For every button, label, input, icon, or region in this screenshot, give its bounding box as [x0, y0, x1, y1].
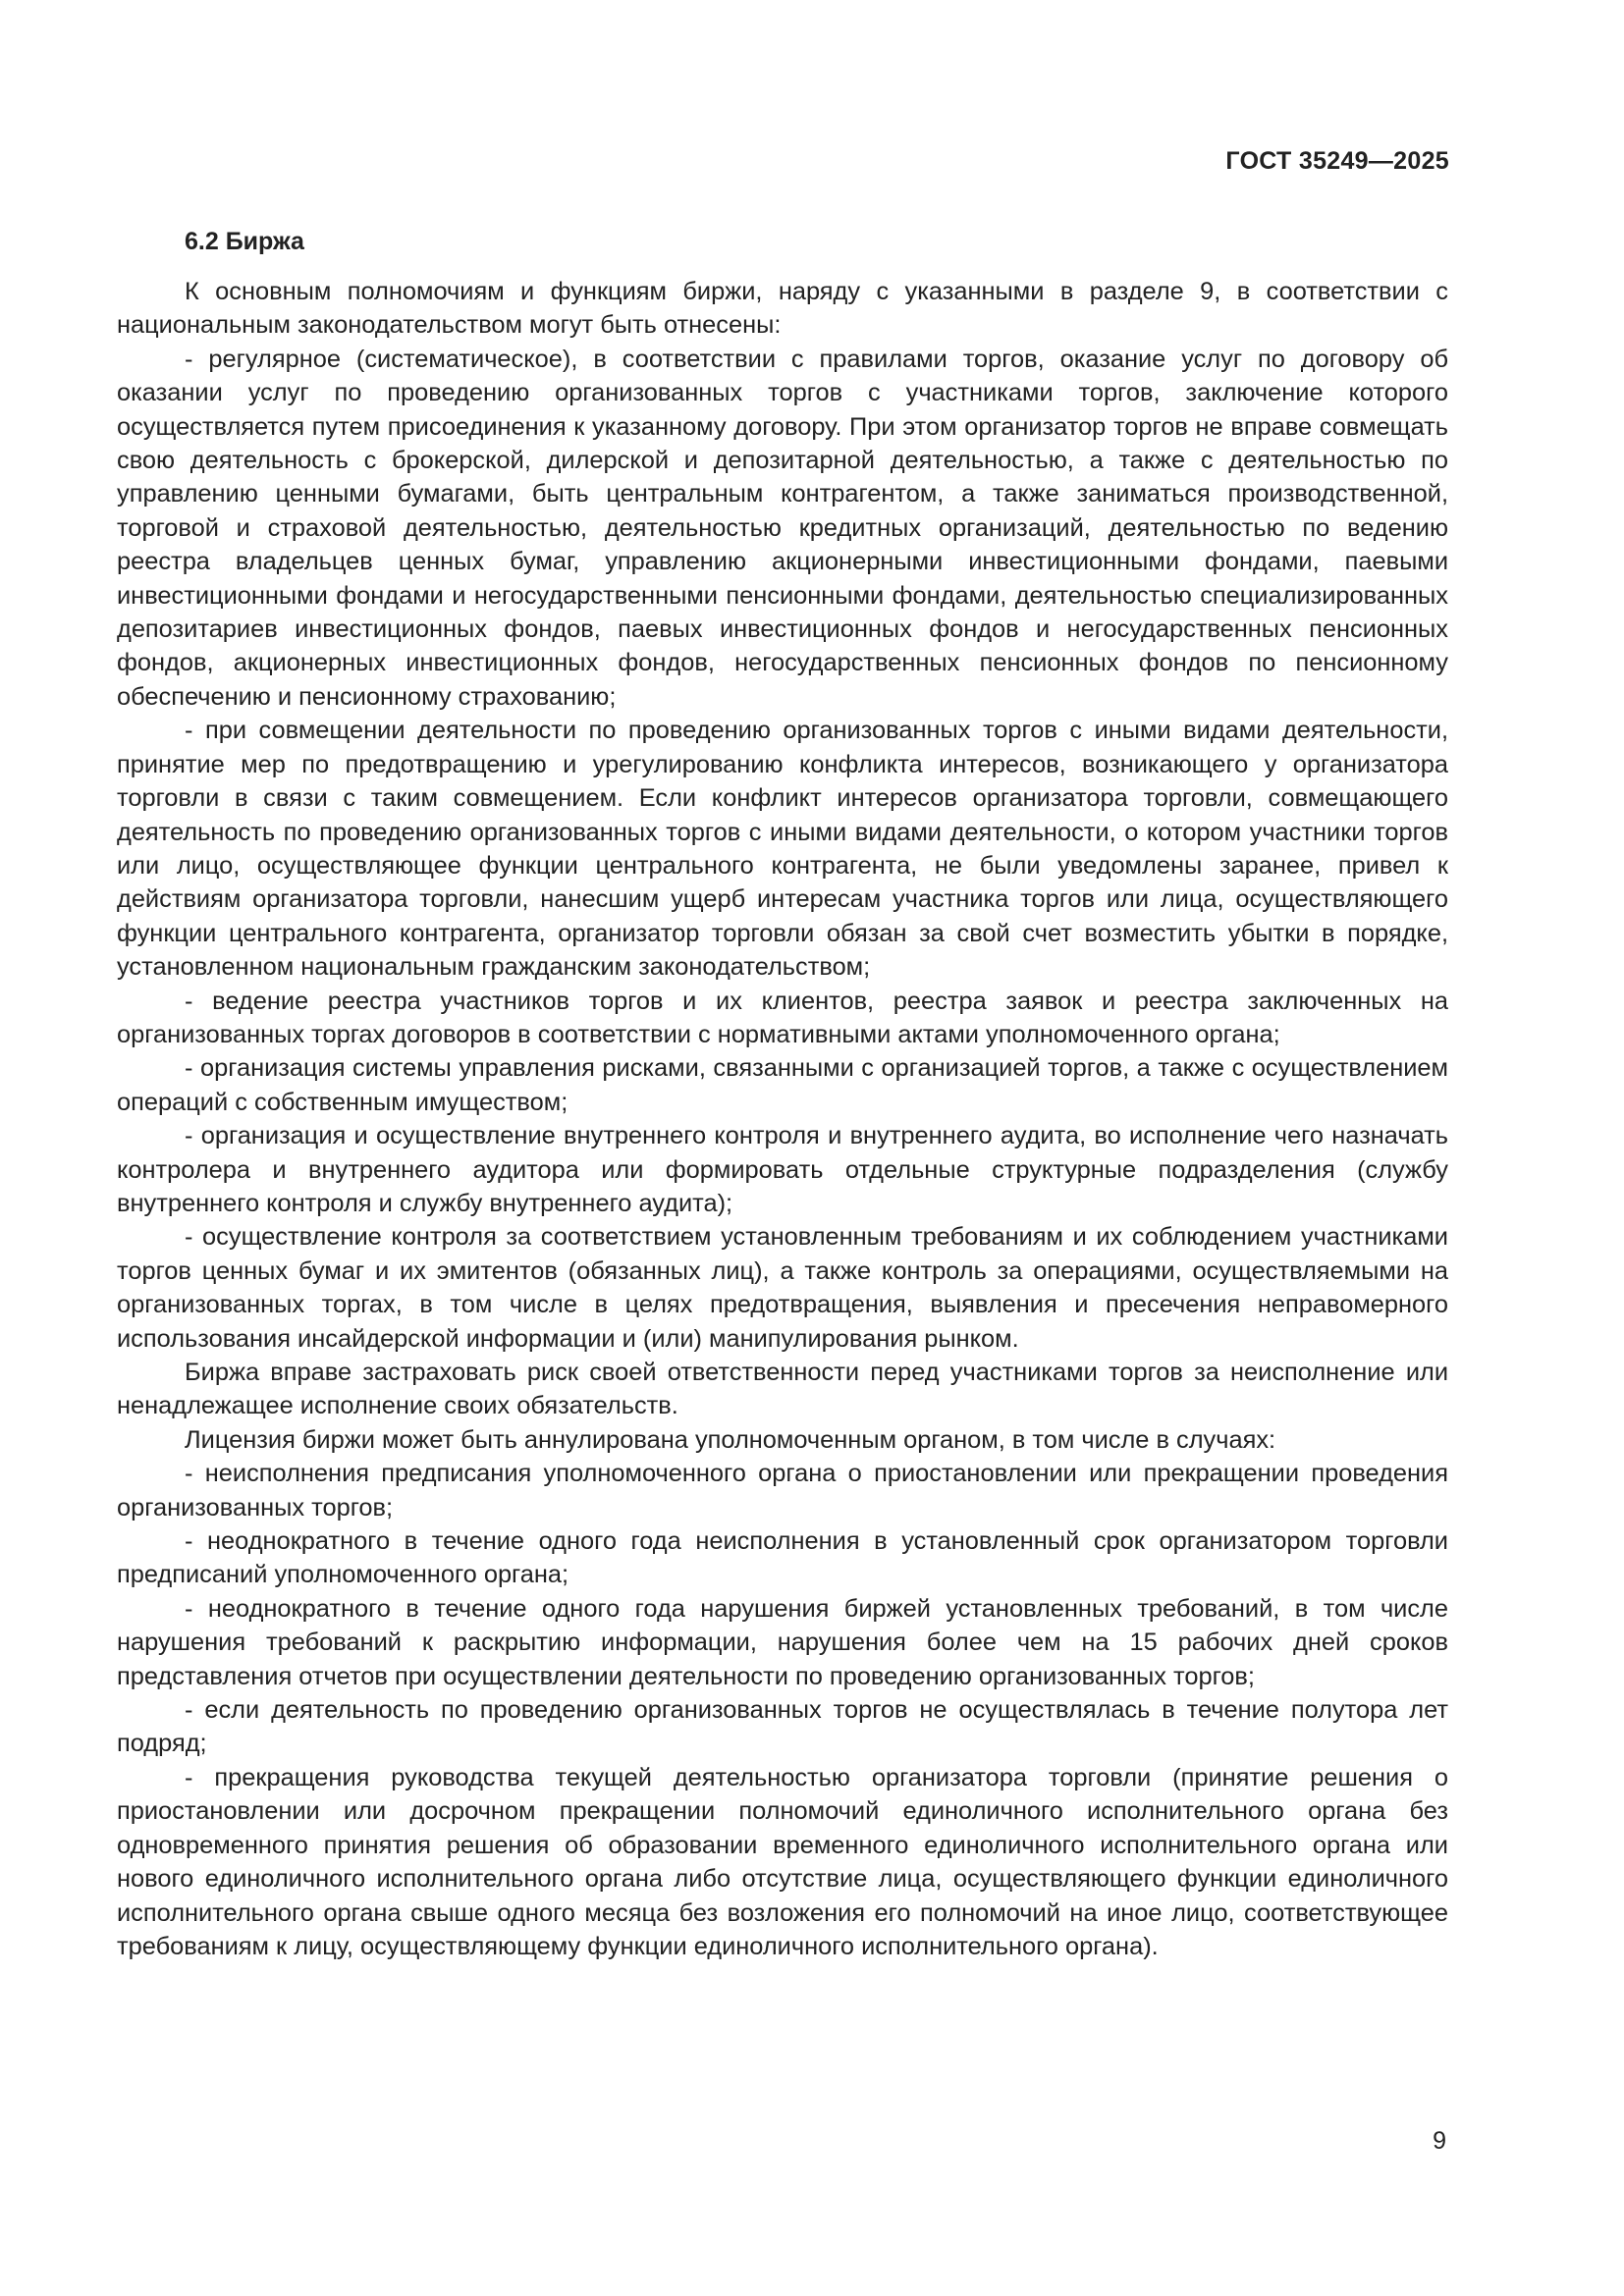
paragraph: - организация системы управления рисками, связанными с организацией торгов, а также с осуществлением операций с собственным имуществом; [117, 1054, 1448, 1116]
paragraph: - ведение реестра участников торгов и их клиентов, реестра заявок и реестра заключенных на организованных торгах договоров в соответствии с нормативными актами уполномоченного органа; [117, 987, 1448, 1048]
paragraph: - при совмещении деятельности по проведению организованных торгов с иными видами деятельности, принятие мер по предотвращению и урегулированию конфликта интересов, возникающего у организатора торговли в связи с таким совмещением. Если конфликт интересов организатора торговли, совмещающего деятельность по проведению организованных торгов с иными видами деятельности, о котором участники торгов или лицо, осуществляющее функции центрального контрагента, не были уведомлены заранее, привел к действиям организатора торговли, нанесшим ущерб интересам участника торгов или лица, осуществляющего функции центрального контрагента, организатор торговли обязан за свой счет возместить убытки в порядке, установленном национальным гражданским законодательством; [117, 717, 1448, 982]
standard-code: ГОСТ 35249—2025 [1225, 147, 1449, 175]
paragraph: - регулярное (систематическое), в соответствии с правилами торгов, оказание услуг по договору об оказании услуг по проведению организованных торгов с участниками торгов, заключение которого осуществляется путем присоединения к указанному договору. При этом организатор торгов не вправе совмещать свою деятельность с брокерской, дилерской и депозитарной деятельностью, а также с деятельностью по управлению ценными бумагами, быть центральным контрагентом, а также заниматься производственной, торговой и страховой деятельностью, деятельностью кредитных организаций, деятельностью по ведению реестра владельцев ценных бумаг, управлению акционерными инвестиционными фондами, паевыми инвестиционными фондами и негосударственными пенсионными фондами, деятельностью специализированных депозитариев инвестиционных фондов, паевых инвестиционных фондов и негосударственных пенсионных фондов, акционерных инвестиционных фондов, негосударственных пенсионных фондов по пенсионному обеспечению и пенсионному страхованию; [117, 345, 1448, 711]
page-number: 9 [1433, 2127, 1446, 2155]
paragraph: К основным полномочиям и функциям биржи, наряду с указанными в разделе 9, в соответствии с национальным законодательством могут быть отнесены: [117, 278, 1448, 340]
body-text [117, 275, 1448, 1963]
paragraph: - неисполнения предписания уполномоченного органа о приостановлении или прекращении проведения организованных торгов; [117, 1460, 1448, 1522]
paragraph: - организация и осуществление внутреннего контроля и внутреннего аудита, во исполнение чего назначать контролера и внутреннего аудитора или формировать отдельные структурные подразделения (службу внутреннего контроля и службу внутреннего аудита); [117, 1122, 1448, 1217]
paragraph: - прекращения руководства текущей деятельностью организатора торговли (принятие решения о приостановлении или досрочном прекращении полномочий единоличного исполнительного органа без одновременного принятия решения об образовании временного единоличного исполнительного органа или нового единоличного исполнительного органа либо отсутствие лица, осуществляющего функции единоличного исполнительного органа свыше одного месяца без возложения его полномочий на иное лицо, соответствующее требованиям к лицу, осуществляющему функции единоличного исполнительного органа). [117, 1763, 1448, 1960]
paragraph: Биржа вправе застраховать риск своей ответственности перед участниками торгов за неисполнение или ненадлежащее исполнение своих обязательств. [117, 1359, 1448, 1420]
section-heading: 6.2 Биржа [185, 228, 304, 255]
paragraph: - неоднократного в течение одного года нарушения биржей установленных требований, в том числе нарушения требований к раскрытию информации, нарушения более чем на 15 рабочих дней сроков представления отчетов при осуществлении деятельности по проведению организованных торгов; [117, 1594, 1448, 1690]
paragraph: Лицензия биржи может быть аннулирована уполномоченным органом, в том числе в случаях: [185, 1425, 1276, 1454]
paragraph: - неоднократного в течение одного года неисполнения в установленный срок организатором торговли предписаний уполномоченного органа; [117, 1527, 1448, 1589]
paragraph: - осуществление контроля за соответствием установленным требованиям и их соблюдением участниками торгов ценных бумаг и их эмитентов (обязанных лиц), а также контроль за операциями, осуществляемыми на организованных торгах, в том числе в целях предотвращения, выявления и пресечения неправомерного использования инсайдерской информации и (или) манипулирования рынком. [117, 1223, 1448, 1353]
paragraph: - если деятельность по проведению организованных торгов не осуществлялась в течение полутора лет подряд; [117, 1696, 1448, 1758]
